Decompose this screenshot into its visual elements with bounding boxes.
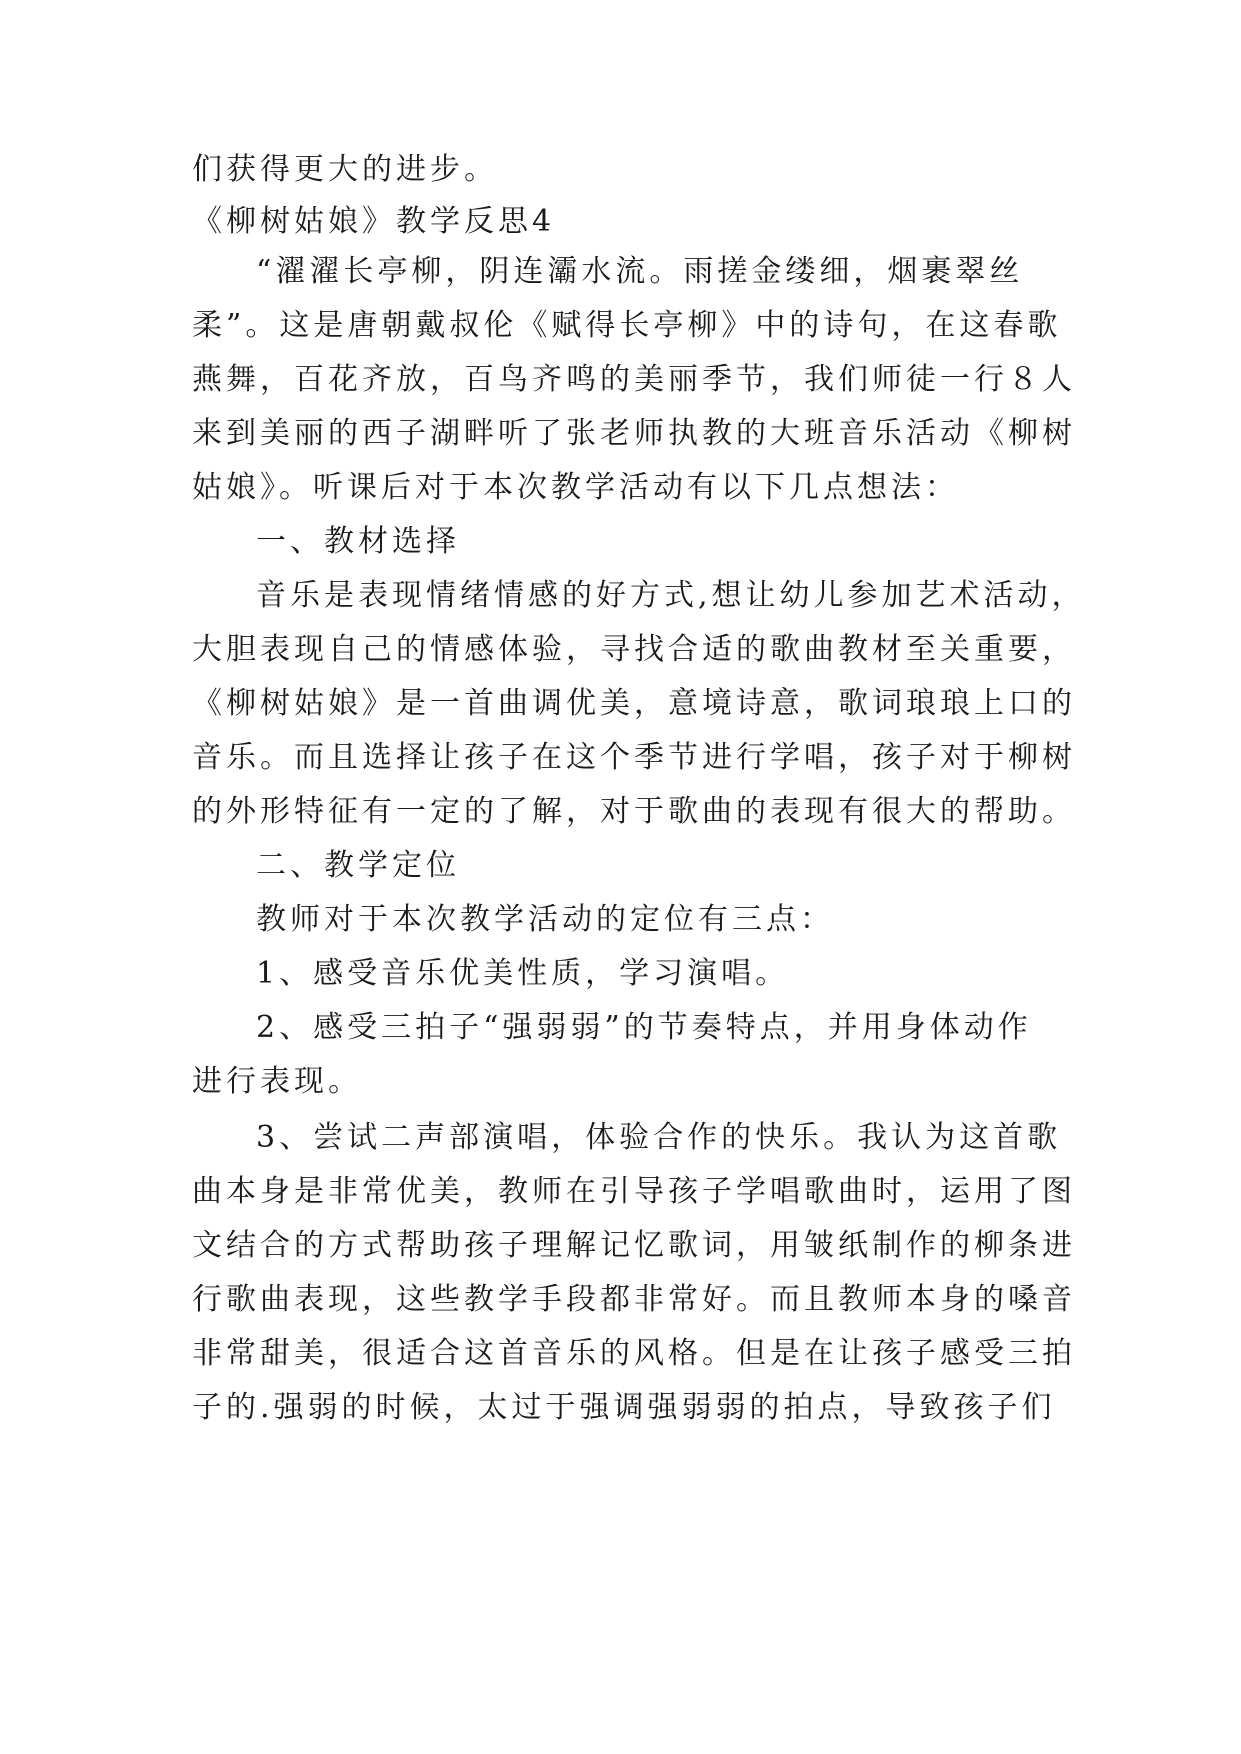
text-line: 燕舞，百花齐放，百鸟齐鸣的美丽季节，我们师徒一行８人 bbox=[192, 362, 1076, 397]
text-line: 大胆表现自己的情感体验，寻找合适的歌曲教材至关重要， bbox=[192, 632, 1076, 667]
text-line: 进行表现。 bbox=[192, 1064, 362, 1099]
text-line: 子的.强弱的时候，太过于强调强弱弱的拍点，导致孩子们 bbox=[192, 1390, 1056, 1425]
text-line: 姑娘》。听课后对于本次教学活动有以下几点想法： bbox=[192, 470, 959, 505]
text-line: 音乐。而且选择让孩子在这个季节进行学唱，孩子对于柳树 bbox=[192, 740, 1076, 775]
subheading: 一、教材选择 bbox=[256, 524, 460, 559]
text-line: 音乐是表现情绪情感的好方式,想让幼儿参加艺术活动， bbox=[256, 578, 1086, 613]
text-line: 非常甜美，很适合这首音乐的风格。但是在让孩子感受三拍 bbox=[192, 1336, 1076, 1371]
text-line: 曲本身是非常优美，教师在引导孩子学唱歌曲时，运用了图 bbox=[192, 1174, 1076, 1209]
list-item: 2、感受三拍子“强弱弱”的节奏特点，并用身体动作 bbox=[256, 1010, 1032, 1045]
text-line: 文结合的方式帮助孩子理解记忆歌词，用皱纸制作的柳条进 bbox=[192, 1228, 1076, 1263]
text-line: 行歌曲表现，这些教学手段都非常好。而且教师本身的嗓音 bbox=[192, 1282, 1076, 1317]
text-line: 柔”。这是唐朝戴叔伦《赋得长亭柳》中的诗句，在这春歌 bbox=[192, 308, 1062, 343]
text-line: 们获得更大的进步。 bbox=[192, 152, 498, 187]
text-line: 的外形特征有一定的了解，对于歌曲的表现有很大的帮助。 bbox=[192, 794, 1076, 829]
subheading: 二、教学定位 bbox=[256, 848, 460, 883]
list-item: 3、尝试二声部演唱，体验合作的快乐。我认为这首歌 bbox=[256, 1120, 1062, 1155]
list-item: 1、感受音乐优美性质，学习演唱。 bbox=[256, 956, 790, 991]
text-line: 《柳树姑娘》是一首曲调优美，意境诗意，歌词琅琅上口的 bbox=[192, 686, 1076, 721]
text-line: 教师对于本次教学活动的定位有三点： bbox=[256, 902, 834, 937]
text-line: 来到美丽的西子湖畔听了张老师执教的大班音乐活动《柳树 bbox=[192, 416, 1076, 451]
section-heading: 《柳树姑娘》教学反思4 bbox=[192, 204, 556, 239]
text-line: “濯濯长亭柳，阴连灞水流。雨搓金缕细，烟裹翠丝 bbox=[256, 254, 1024, 289]
